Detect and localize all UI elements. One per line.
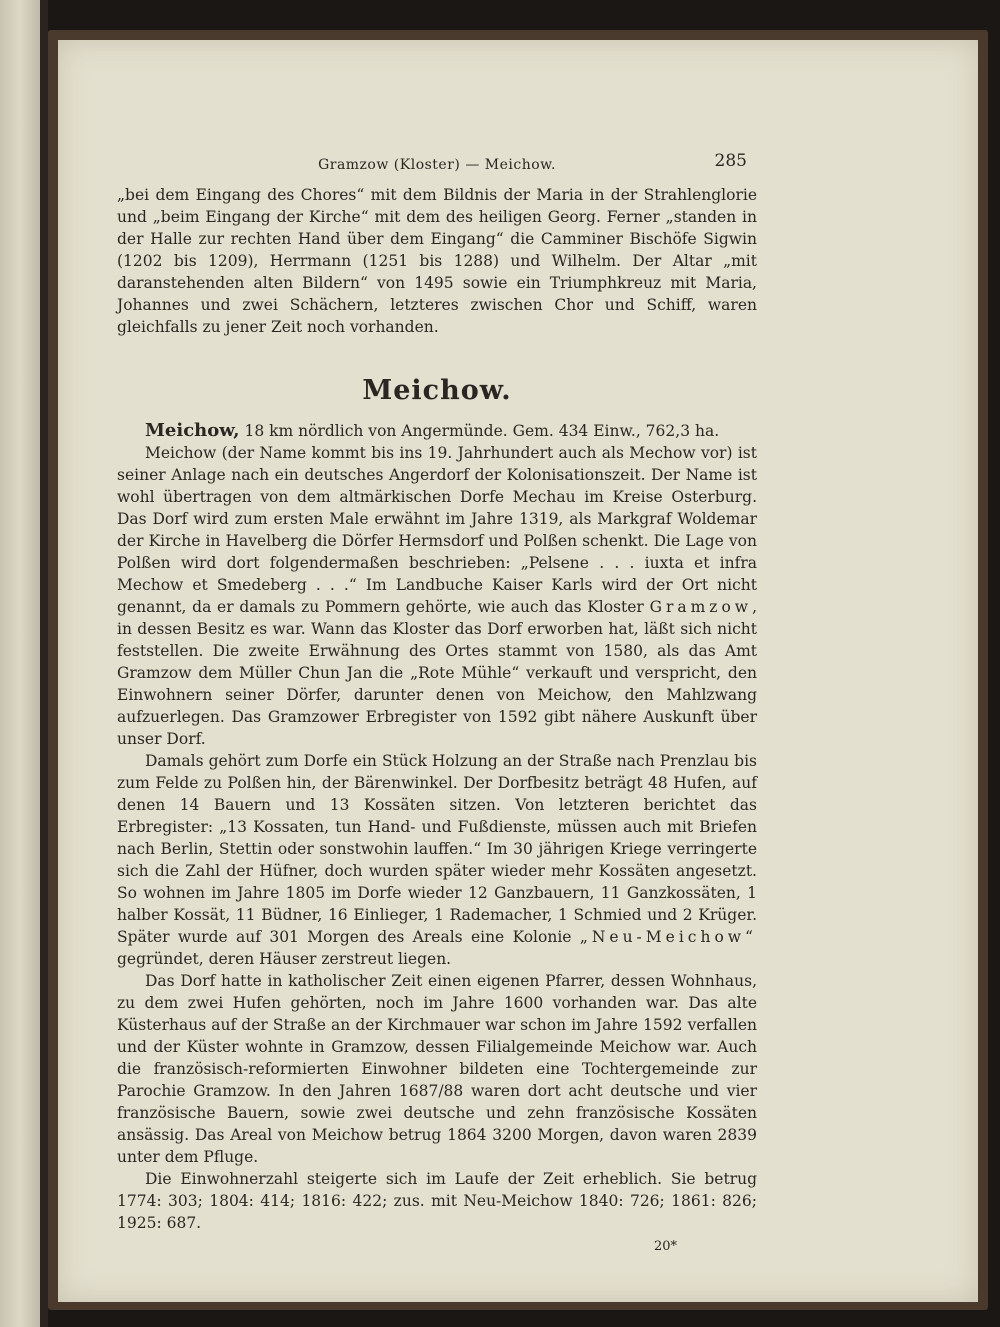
p1-before: Meichow (der Name kommt bis ins 19. Jahrhundert auch als Mechow vor) ist seiner Anlage nach ein deutsches Angerdorf der Kolonisationszeit. Der Name ist wohl übertragen von dem altmärkischen Dorfe Mechau im Kreise Osterburg. Das Dorf wird zum ersten Male erwähnt im Jahre 1319, als Markgraf Woldemar der Kirche in Havelberg die Dörfer Hermsdorf und Polßen schenkt. Die Lage von Polßen wird dort folgendermaßen beschrieben: „Pelsene . . . iuxta et infra Mechow et Smedeberg . . .“ Im Landbuche Kaiser Karls wird der Ort nicht genannt, da er damals zu Pommern gehörte, wie auch das Kloster [117, 444, 757, 616]
running-title: Gramzow (Kloster) — Meichow. [318, 157, 556, 173]
p2-after: gegründet, deren Häuser zerstreut liegen. [117, 950, 452, 968]
page-text [117, 150, 757, 1258]
p1-after: , in dessen Besitz es war. Wann das Kloster das Dorf erworben hat, läßt sich nicht feststellen. Die zweite Erwähnung des Ortes stammt von 1580, als das Amt Gramzow dem Müller Chun Jan die „Rote Mühle“ verkauft und verspricht, den Einwohnern seiner Dörfer, darunter denen von Meichow, den Mahlzwang aufzuerlegen. Das Gramzower Erbregister von 1592 gibt nähere Auskunft über unser Dorf. [117, 598, 757, 748]
section-heading: Meichow. [362, 375, 512, 406]
paragraph-4: Die Einwohnerzahl steigerte sich im Laufe der Zeit erheblich. Sie betrug 1774: 303; 1804: 414; 1816: 422; zus. mit Neu-Meichow 1840: 726; 1861: 826; 1925: 687. [117, 1170, 757, 1232]
lead-rest: 18 km nördlich von Angermünde. Gem. 434 Einw., 762,3 ha. [239, 422, 720, 440]
lead-word: Meichow, [145, 420, 240, 441]
p2-before: Damals gehört zum Dorfe ein Stück Holzung an der Straße nach Prenzlau bis zum Felde zu Polßen hin, der Bärenwinkel. Der Dorfbesitz beträgt 48 Hufen, auf denen 14 Bauern und 13 Kossäten sitzen. Von letzteren berichtet das Erbregister: „13 Kossaten, tun Hand- und Fußdienste, müssen auch mit Briefen nach Berlin, Stettin oder sonstwohin lauffen.“ Im 30 jährigen Kriege verringerte sich die Zahl der Hüfner, doch wurden später wieder mehr Kossäten angesetzt. So wohnen im Jahre 1805 im Dorfe wieder 12 Ganzbauern, 11 Ganzkossäten, 1 halber Kossät, 11 Büdner, 16 Einlieger, 1 Rademacher, 1 Schmied und 2 Krüger. Später wurde auf 301 Morgen des Areals eine Kolonie [117, 752, 757, 946]
facing-page-edge [0, 0, 40, 1327]
p1-spaced-word: Gramzow [649, 598, 753, 616]
paragraph-2 [117, 750, 757, 970]
signature-mark: 20* [653, 1239, 677, 1254]
intro-paragraph: „bei dem Eingang des Chores“ mit dem Bildnis der Maria in der Strahlenglorie und „beim Eingang der Kirche“ mit dem des heiligen Georg. Ferner „standen in der Halle zur rechten Hand über dem Eingang“ die Camminer Bischöfe Sigwin (1202 bis 1209), Herrmann (1251 bis 1288) und Wilhelm. Der Altar „mit daranstehenden alten Bildern“ von 1495 sowie ein Triumphkreuz mit Maria, Johannes und zwei Schächern, letzteres zwischen Chor und Schiff, waren gleichfalls zu jener Zeit noch vorhanden. [117, 186, 757, 336]
p2-spaced-word: „Neu-Meichow“ [579, 928, 757, 946]
page-number: 285 [714, 151, 747, 171]
entry-lead-line [117, 420, 757, 442]
running-head [117, 150, 757, 184]
paragraph-3: Das Dorf hatte in katholischer Zeit einen eigenen Pfarrer, dessen Wohnhaus, zu dem zwei Hufen gehörten, noch im Jahre 1600 vorhanden war. Das alte Küsterhaus auf der Straße an der Kirchmauer war schon im Jahre 1592 verfallen und der Küster wohnte in Gramzow, dessen Filialgemeinde Meichow war. Auch die französisch-reformierten Einwohner bildeten eine Tochtergemeinde zur Parochie Gramzow. In den Jahren 1687/88 waren dort acht deutsche und vier französische Bauern, sowie zwei deutsche und zehn französische Kossäten ansässig. Das Areal von Meichow betrug 1864 3200 Morgen, davon waren 2839 unter dem Pfluge. [117, 972, 757, 1166]
paragraph-1 [117, 442, 757, 750]
book-gutter [40, 0, 48, 1327]
